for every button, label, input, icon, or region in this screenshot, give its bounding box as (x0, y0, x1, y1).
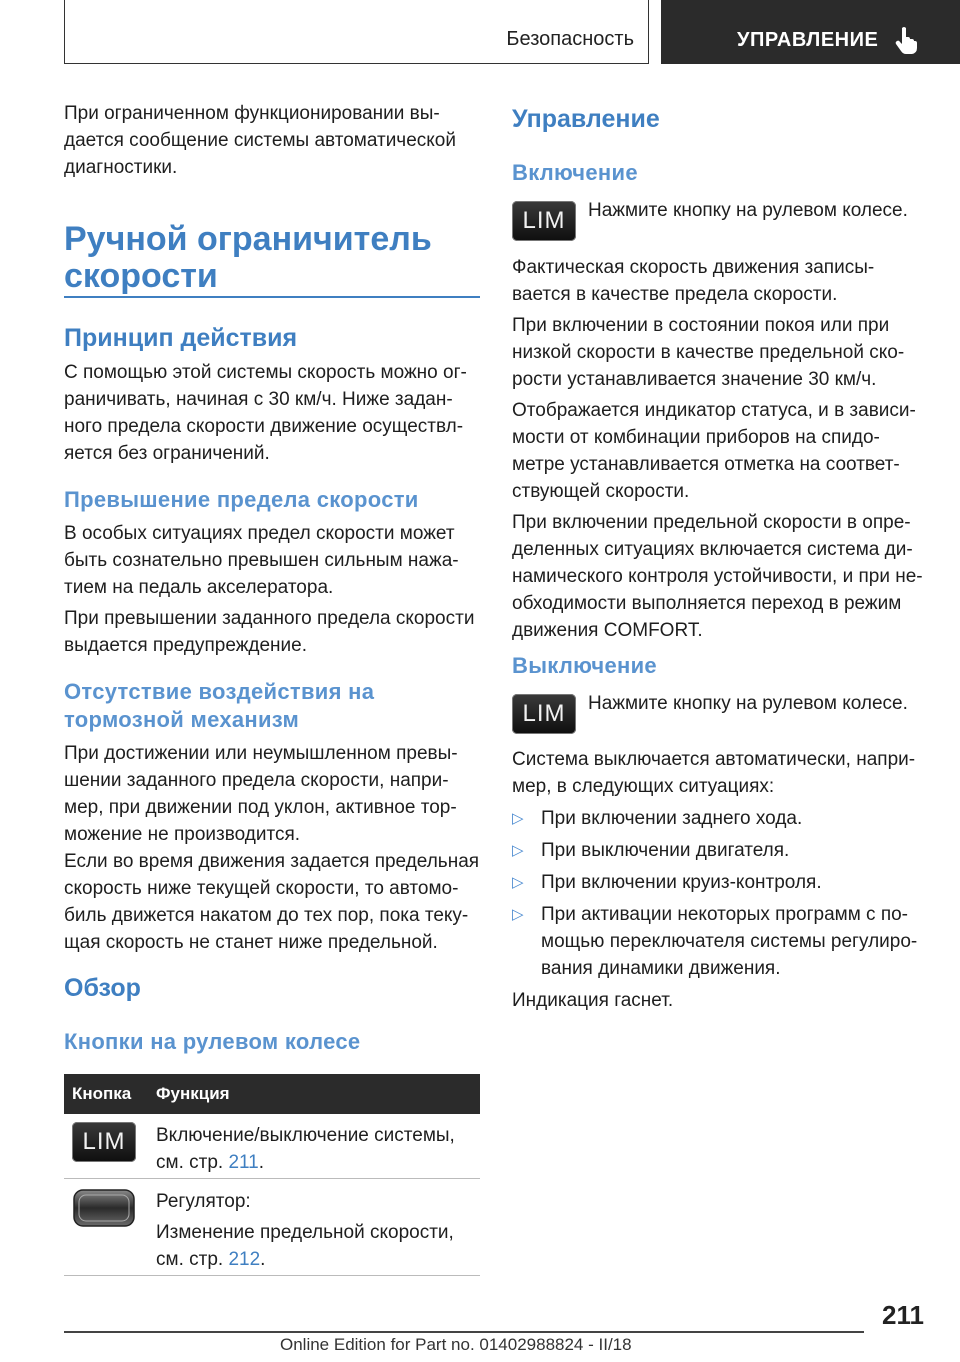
hand-pointer-icon (895, 26, 919, 54)
on-p2-3: рости устанавливается значение 30 км/ч. (512, 369, 877, 390)
brake-heading-2: тормозной механизм (64, 707, 300, 732)
principle-heading: Принцип действия (64, 324, 298, 352)
off-heading: Выключение (512, 653, 657, 678)
page-link-212[interactable]: 212 (228, 1249, 261, 1270)
bullet-3: При включении круиз-контроля. (541, 872, 822, 893)
principle-text-2: раничивать, начиная с 30 км/ч. Ниже задан- (64, 389, 453, 410)
principle-text-1: С помощью этой системы скорость можно ог- (64, 362, 467, 383)
exceed-text-1: В особых ситуациях предел скорости может (64, 523, 455, 544)
lim-button-icon: LIM (72, 1122, 136, 1162)
exceed-text-5: выдается предупреждение. (64, 635, 308, 656)
intro-line-2: дается сообщение системы автоматической (64, 130, 456, 151)
exceed-text-2: быть сознательно превышен сильным нажа- (64, 550, 459, 571)
principle-text-4: яется без ограничений. (64, 443, 270, 464)
intro-line-1: При ограниченном функционировании вы- (64, 103, 440, 124)
brake-text-5: Если во время движения задается предельная (64, 851, 480, 872)
header-section-title: Безопасность (506, 28, 634, 50)
off-instruction: Нажмите кнопку на рулевом колесе. (588, 693, 908, 714)
header-chapter-box[interactable] (661, 0, 960, 64)
on-p4-4: обходимости выполняется переход в режим (512, 593, 902, 614)
bullet-1: При включении заднего хода. (541, 808, 803, 829)
bullet-4-line-3: вания динамики движения. (541, 958, 781, 979)
bullet-triangle-icon: ▷ (512, 810, 524, 827)
table-row-divider (64, 1178, 480, 1179)
brake-heading-1: Отсутствие воздействия на (64, 679, 375, 704)
on-p2-1: При включении в состоянии покоя или при (512, 315, 890, 336)
bullet-4-line-2: мощью переключателя системы регулиро- (541, 931, 918, 952)
brake-text-3: мер, при движении под уклон, активное тор- (64, 797, 457, 818)
principle-text-3: ного предела скорости движение осуществл- (64, 416, 464, 437)
on-p2-2: низкой скорости в качестве предельной ско- (512, 342, 905, 363)
bullet-triangle-icon: ▷ (512, 874, 524, 891)
brake-text-1: При достижении или неумышленном превы- (64, 743, 458, 764)
section-title-line-1: Ручной ограничитель (64, 220, 432, 258)
bullet-4-line-1: При активации некоторых программ с по- (541, 904, 909, 925)
brake-text-7: биль движется накатом до тех пор, пока теку- (64, 905, 469, 926)
table-bottom-divider (64, 1275, 480, 1276)
on-p4-3: намического контроля устойчивости, и при не- (512, 566, 923, 587)
table-row2-line3: см. стр. 212. (156, 1249, 266, 1270)
table-header-function: Функция (156, 1084, 230, 1103)
intro-line-3: диагностики. (64, 157, 178, 178)
rocker-switch-icon (72, 1188, 136, 1228)
off-closing: Индикация гаснет. (512, 990, 674, 1011)
page-number: 211 (882, 1300, 924, 1330)
on-p4-2: деленных ситуациях включается система ди- (512, 539, 913, 560)
on-p3-4: ствующей скорости. (512, 481, 690, 502)
table-row2-line2: Изменение предельной скорости, (156, 1222, 454, 1243)
table-row1-line2: см. стр. 211. (156, 1152, 265, 1173)
control-heading: Управление (512, 105, 660, 133)
bullet-2: При выключении двигателя. (541, 840, 790, 861)
exceed-heading: Превышение предела скорости (64, 487, 419, 512)
table-header-button: Кнопка (72, 1084, 132, 1103)
table-row2-line1: Регулятор: (156, 1191, 251, 1212)
exceed-text-4: При превышении заданного предела скорости (64, 608, 475, 629)
on-p1-2: вается в качестве предела скорости. (512, 284, 838, 305)
table-row1-line1: Включение/выключение системы, (156, 1125, 455, 1146)
on-p3-3: метре устанавливается отметка на соответ- (512, 454, 900, 475)
on-p3-2: мости от комбинации приборов на спидо- (512, 427, 880, 448)
overview-heading: Обзор (64, 974, 141, 1002)
exceed-text-3: тием на педаль акселератора. (64, 577, 334, 598)
on-heading: Включение (512, 160, 638, 185)
footer-divider (64, 1331, 864, 1333)
on-p3-1: Отображается индикатор статуса, и в зависи- (512, 400, 916, 421)
bullet-triangle-icon: ▷ (512, 842, 524, 859)
bullet-triangle-icon: ▷ (512, 906, 524, 923)
off-p1-2: мер, в следующих ситуациях: (512, 776, 775, 797)
on-p4-1: При включении предельной скорости в опре- (512, 512, 911, 533)
page-link-211[interactable]: 211 (228, 1152, 259, 1173)
brake-text-4: можение не производится. (64, 824, 301, 845)
header-section-box (64, 0, 649, 64)
table-header (64, 1074, 480, 1114)
lim-button-icon: LIM (512, 201, 576, 241)
on-p1-1: Фактическая скорость движения записы- (512, 257, 875, 278)
section-title-line-2: скорости (64, 257, 218, 295)
lim-button-icon: LIM (512, 694, 576, 734)
header-chapter-title[interactable]: УПРАВЛЕНИЕ (737, 29, 879, 51)
title-divider (64, 296, 480, 298)
brake-text-8: щая скорость не станет ниже предельной. (64, 932, 438, 953)
on-instruction: Нажмите кнопку на рулевом колесе. (588, 200, 908, 221)
off-p1-1: Система выключается автоматически, напри- (512, 749, 916, 770)
on-p4-5: движения COMFORT. (512, 620, 703, 641)
overview-subheading: Кнопки на рулевом колесе (64, 1029, 361, 1054)
footer-edition: Online Edition for Part no. 01402988824 - II/18 (280, 1335, 632, 1354)
brake-text-2: шении заданного предела скорости, напри- (64, 770, 449, 791)
brake-text-6: скорость ниже текущей скорости, то автомо- (64, 878, 459, 899)
